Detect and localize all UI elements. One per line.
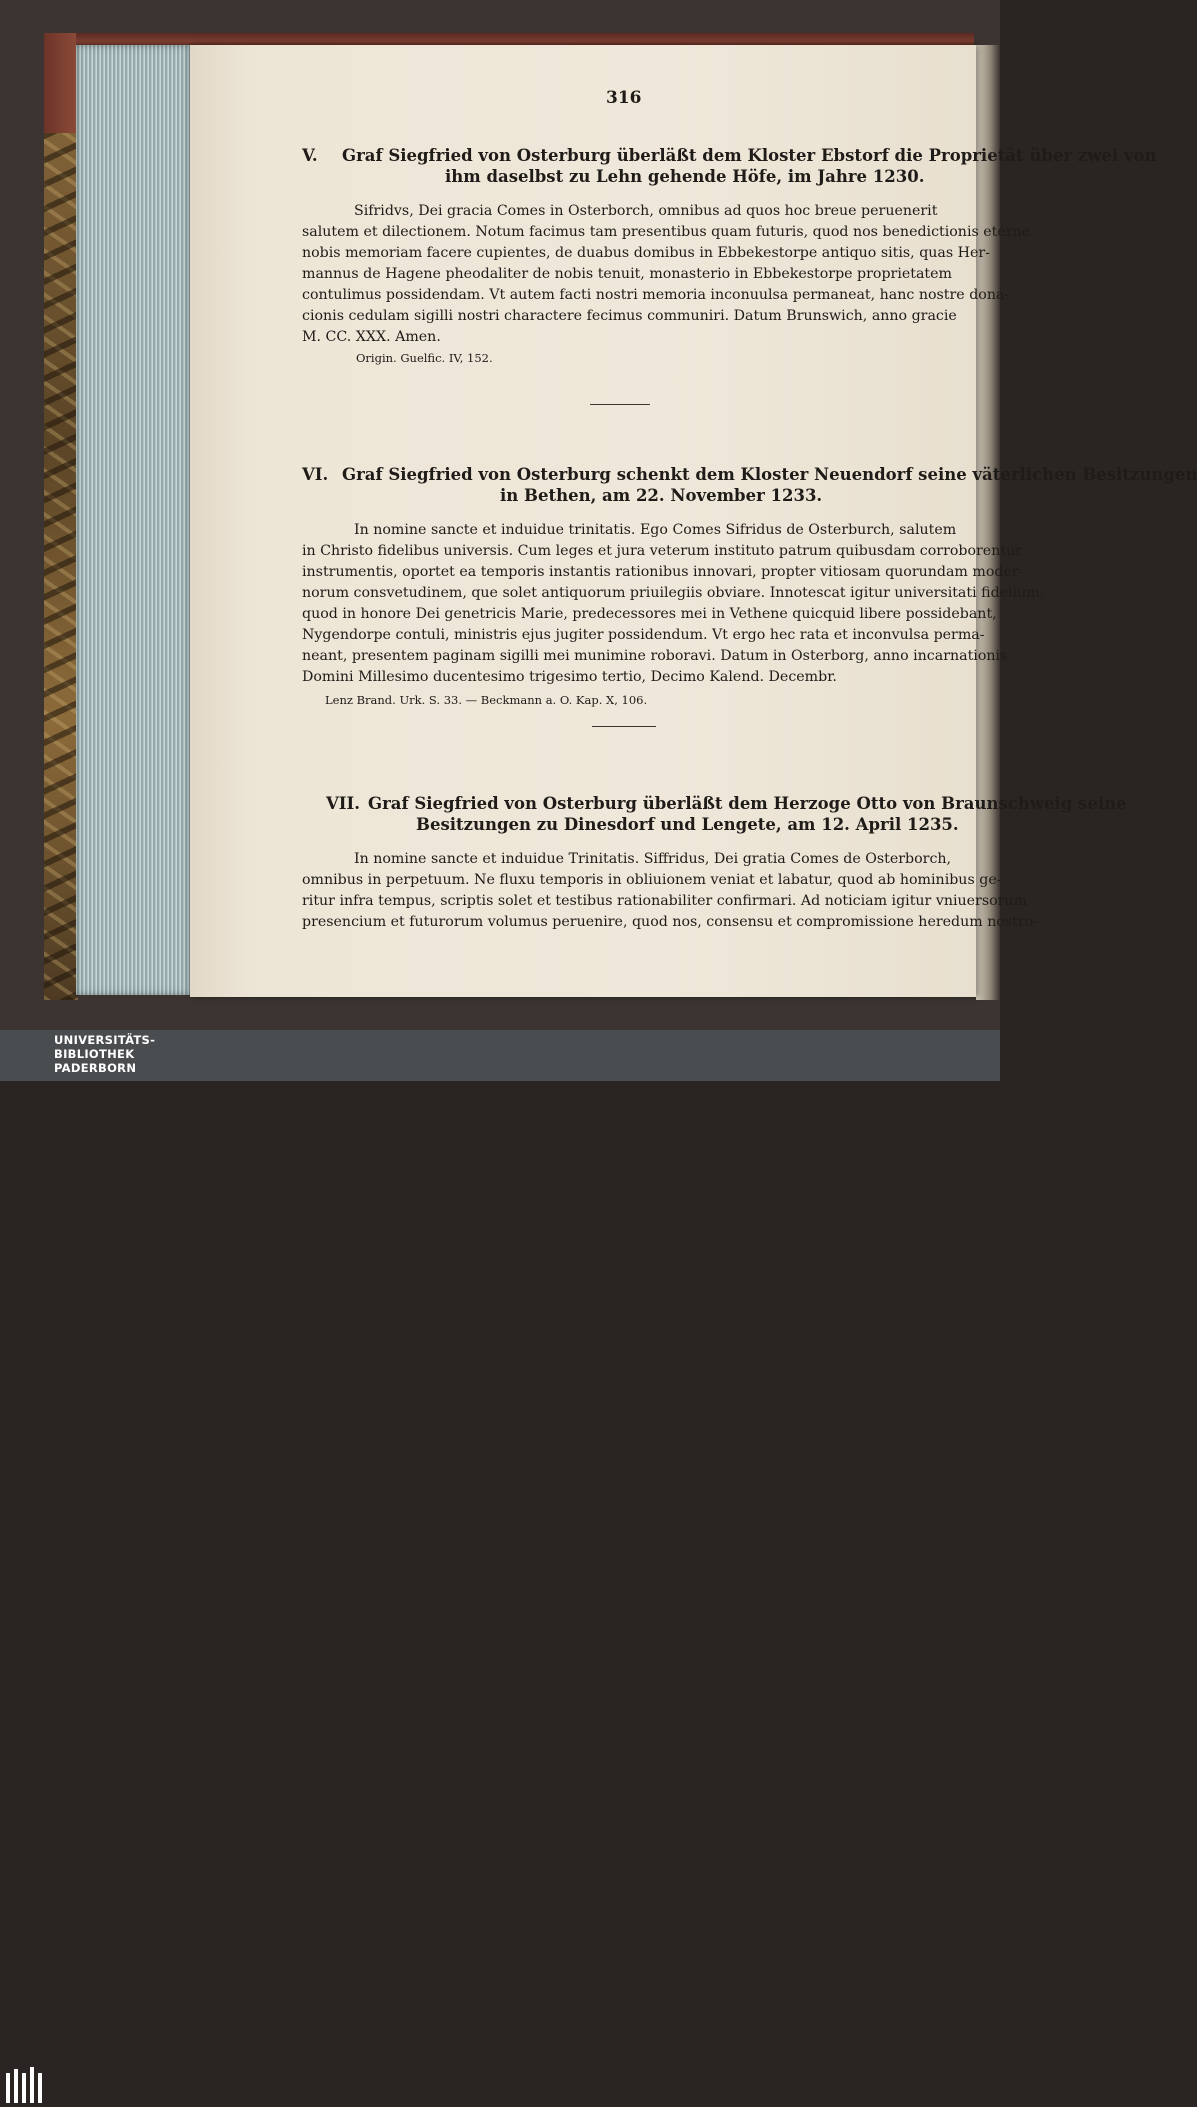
section-divider [590, 404, 650, 405]
section-vi-body-line-6: Nygendorpe contuli, ministris ejus jugiter possidendum. Vt ergo hec rata et inconvulsa perma- [302, 627, 985, 643]
page-right-edge [976, 45, 1000, 1000]
page-number: 316 [606, 88, 642, 108]
section-v-heading-line-2: ihm daselbst zu Lehn gehende Höfe, im Jahre 1230. [445, 167, 925, 186]
section-vi-body-line-4: norum consvetudinem, que solet antiquorum priuilegiis obviare. Innotescat igitur universitati fidelium, [302, 585, 1045, 601]
marbled-cover [44, 60, 78, 1000]
section-vii-heading-line-1: Graf Siegfried von Osterburg überläßt dem Herzoge Otto von Braunschweig seine [368, 794, 1127, 813]
section-vi-body-line-8: Domini Millesimo ducentesimo trigesimo tertio, Decimo Kalend. Decembr. [302, 669, 837, 685]
section-vi-body-line-5: quod in honore Dei genetricis Marie, predecessores mei in Vethene quicquid libere possidebant, [302, 606, 997, 622]
section-vii-body-line-2: omnibus in perpetuum. Ne fluxu temporis in obliuionem veniat et labatur, quod ab hominibus ge- [302, 872, 1002, 888]
section-vi-number: VI. [302, 465, 329, 484]
section-vi-body-line-7: neant, presentem paginam sigilli mei munimine roboravi. Datum in Osterborg, anno incarnationis [302, 648, 1008, 664]
section-vi-heading-line-1: Graf Siegfried von Osterburg schenkt dem Kloster Neuendorf seine väterlichen Besitzungen [342, 465, 1197, 484]
library-name-line-2: BIBLIOTHEK [54, 1047, 135, 1061]
section-vii-body-line-4: presencium et futurorum volumus peruenire, quod nos, consensu et compromissione heredum nostro- [302, 914, 1038, 930]
section-vi-body-line-1: In nomine sancte et induidue trinitatis. Ego Comes Sifridus de Osterburch, salutem [354, 522, 957, 538]
section-vii-body-line-3: ritur infra tempus, scriptis solet et testibus rationabiliter confirmari. Ad noticiam igitur vniuersorum [302, 893, 1028, 909]
section-v-citation: Origin. Guelfic. IV, 152. [356, 351, 493, 365]
section-vi-citation: Lenz Brand. Urk. S. 33. — Beckmann a. O. Kap. X, 106. [325, 693, 648, 707]
section-v-body-line-2: salutem et dilectionem. Notum facimus tam presentibus quam futuris, quod nos benedictionis eterne [302, 224, 1031, 240]
section-v-heading-line-1: Graf Siegfried von Osterburg überläßt dem Kloster Ebstorf die Proprietät über zwei von [342, 146, 1157, 165]
library-name-line-3: PADERBORN [54, 1061, 137, 1075]
section-vii-number: VII. [326, 794, 360, 813]
scan-background [0, 0, 1197, 1030]
section-v-body-line-5: contulimus possidendam. Vt autem facti nostri memoria inconuulsa permaneat, hanc nostre dona- [302, 287, 1010, 303]
library-logo-icon [4, 2065, 48, 2107]
section-vii-heading-line-2: Besitzungen zu Dinesdorf und Lengete, am 12. April 1235. [416, 815, 959, 834]
section-vii-body-line-1: In nomine sancte et induidue Trinitatis. Siffridus, Dei gratia Comes de Osterborch, [354, 851, 952, 867]
section-v-body-line-1: Sifridvs, Dei gracia Comes in Osterborch, omnibus ad quos hoc breue peruenerit [354, 203, 938, 219]
section-divider [592, 726, 656, 727]
library-footer-bar [0, 1030, 1000, 1081]
binding-corner [44, 33, 76, 133]
section-v-body-line-3: nobis memoriam facere cupientes, de duabus domibus in Ebbekestorpe antiquo sitis, quas Her- [302, 245, 991, 261]
section-vi-body-line-3: instrumentis, oportet ea temporis instantis rationibus innovari, propter vitiosam quorundam moder- [302, 564, 1024, 580]
section-v-number: V. [302, 146, 318, 165]
book-page [190, 45, 1197, 997]
section-v-body-line-7: M. CC. XXX. Amen. [302, 329, 441, 345]
page-edges [76, 45, 190, 995]
section-vi-body-line-2: in Christo fidelibus universis. Cum leges et jura veterum instituto patrum quibusdam corroborentur [302, 543, 1022, 559]
library-name-line-1: UNIVERSITÄTS- [54, 1033, 156, 1047]
section-v-body-line-6: cionis cedulam sigilli nostri charactere fecimus communiri. Datum Brunswich, anno gracie [302, 308, 957, 324]
section-v-body-line-4: mannus de Hagene pheodaliter de nobis tenuit, monasterio in Ebbekestorpe proprietatem [302, 266, 952, 282]
section-vi-heading-line-2: in Bethen, am 22. November 1233. [500, 486, 823, 505]
